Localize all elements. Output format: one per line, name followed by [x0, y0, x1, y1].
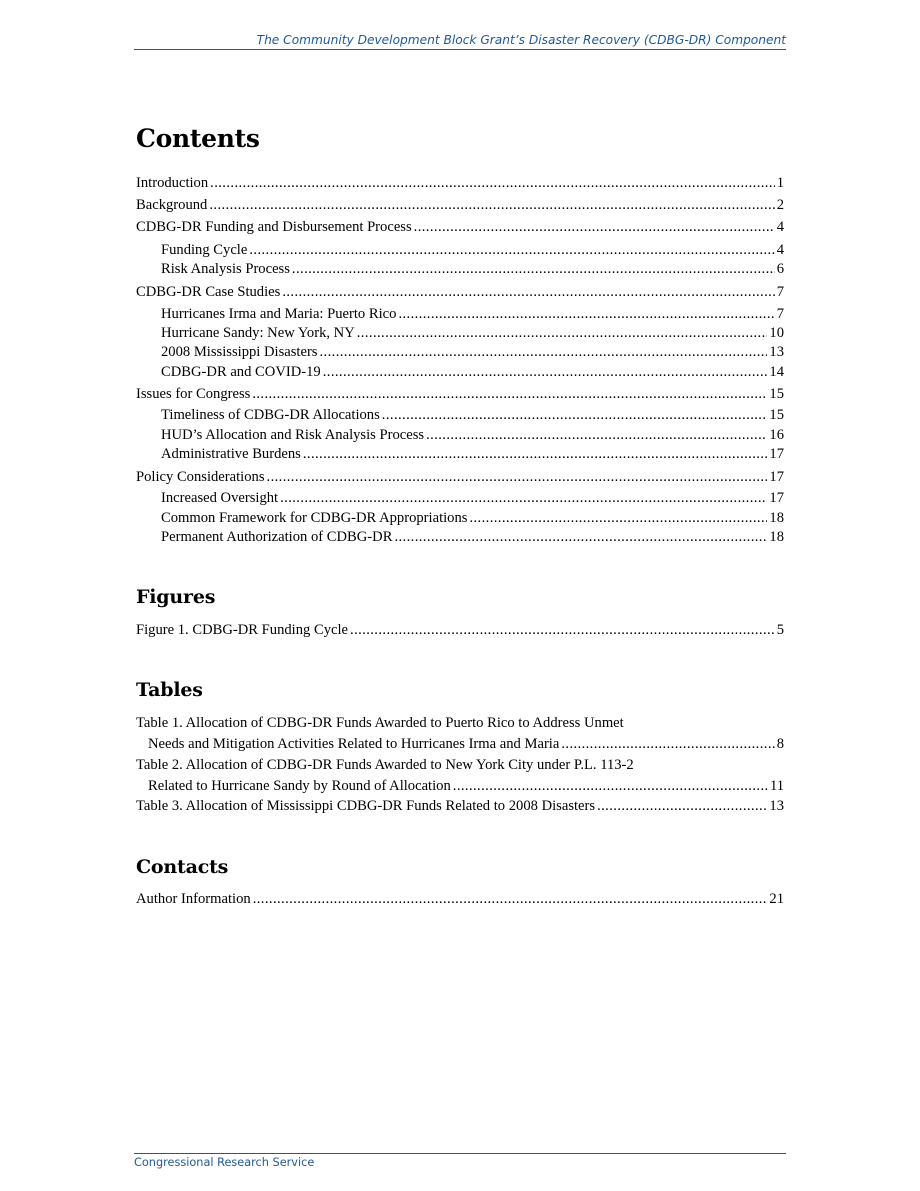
page-footer: Congressional Research Service	[134, 1153, 786, 1169]
toc-entry-label: Introduction	[136, 175, 209, 191]
toc-entry-table-2[interactable]	[136, 755, 784, 797]
toc-entry[interactable]	[136, 344, 784, 361]
toc-entry-label: Issues for Congress	[136, 386, 251, 402]
toc-entry-page: 10	[769, 325, 784, 341]
dot-leader	[267, 469, 768, 486]
dot-leader	[561, 734, 774, 755]
toc-entry-page: 13	[769, 344, 784, 360]
dot-leader	[209, 197, 774, 214]
toc-entry[interactable]	[136, 490, 784, 507]
toc-entry-page: 15	[769, 407, 784, 423]
toc-entry-label: CDBG-DR Case Studies	[136, 284, 281, 300]
toc-entry-page: 5	[776, 622, 784, 638]
toc-entry[interactable]	[136, 510, 784, 527]
toc-entry-label: Author Information	[136, 891, 251, 907]
toc-entry[interactable]	[136, 306, 784, 323]
toc-entry[interactable]	[136, 261, 784, 278]
toc-entry-page: 6	[776, 261, 784, 277]
toc-entry-label: Administrative Burdens	[161, 446, 301, 462]
toc-entry-page: 17	[769, 490, 784, 506]
dot-leader	[398, 306, 774, 323]
running-header: The Community Development Block Grant’s Disaster Recovery (CDBG-DR) Component	[134, 33, 786, 50]
toc-entry-page: 18	[769, 510, 784, 526]
dot-leader	[597, 798, 767, 815]
toc-entry-label: Policy Considerations	[136, 469, 265, 485]
toc-entry[interactable]	[136, 446, 784, 463]
toc-entry-label-line2: Needs and Mitigation Activities Related to Hurricanes Irma and Maria	[148, 736, 560, 752]
toc-entry-figure-1[interactable]	[136, 622, 784, 639]
toc-entry-label: Permanent Authorization of CDBG-DR	[161, 529, 393, 545]
toc-entry-label: Funding Cycle	[161, 242, 248, 258]
toc-entry-label: Hurricanes Irma and Maria: Puerto Rico	[161, 306, 397, 322]
dot-leader	[282, 284, 774, 301]
toc-entry-author-information[interactable]	[136, 891, 784, 908]
dot-leader	[453, 776, 768, 797]
dot-leader	[210, 175, 775, 192]
toc-entry[interactable]	[136, 427, 784, 444]
dot-leader	[357, 325, 768, 342]
tables-heading: Tables	[136, 679, 203, 701]
toc-entry-label: CDBG-DR and COVID-19	[161, 364, 321, 380]
toc-entry-page: 13	[769, 798, 784, 814]
dot-leader	[469, 510, 767, 527]
toc-entry-label: Timeliness of CDBG-DR Allocations	[161, 407, 380, 423]
toc-entry-page: 7	[776, 306, 784, 322]
toc-entry-page: 18	[769, 529, 784, 545]
toc-entry[interactable]	[136, 197, 784, 214]
toc-entry-page: 7	[776, 284, 784, 300]
dot-leader	[280, 490, 767, 507]
dot-leader	[252, 386, 767, 403]
toc-entry-label-line1: Table 1. Allocation of CDBG-DR Funds Awarded to Puerto Rico to Address Unmet	[136, 715, 624, 731]
toc-entry[interactable]	[136, 469, 784, 486]
toc-entry-label: HUD’s Allocation and Risk Analysis Process	[161, 427, 425, 443]
dot-leader	[350, 622, 775, 639]
toc-entry-page: 17	[769, 446, 784, 462]
toc-entry-label: Hurricane Sandy: New York, NY	[161, 325, 355, 341]
toc-entry-label: Common Framework for CDBG-DR Appropriations	[161, 510, 468, 526]
toc-entry-page: 8	[776, 736, 784, 752]
toc-entry-label: Figure 1. CDBG-DR Funding Cycle	[136, 622, 349, 638]
toc-entry[interactable]	[136, 175, 784, 192]
dot-leader	[426, 427, 767, 444]
toc-entry[interactable]	[136, 386, 784, 403]
toc-entry-page: 1	[776, 175, 784, 191]
figures-heading: Figures	[136, 586, 216, 608]
toc-entry-page: 15	[769, 386, 784, 402]
dot-leader	[292, 261, 775, 278]
toc-entry-page: 4	[776, 219, 784, 235]
dot-leader	[303, 446, 768, 463]
dot-leader	[249, 242, 774, 259]
dot-leader	[320, 344, 768, 361]
toc-entry-page: 16	[769, 427, 784, 443]
contacts-heading: Contacts	[136, 856, 229, 878]
dot-leader	[382, 407, 768, 424]
toc-entry-label-line1: Table 2. Allocation of CDBG-DR Funds Awarded to New York City under P.L. 113-2	[136, 757, 634, 773]
toc-entry-label-line2: Related to Hurricane Sandy by Round of Allocation	[148, 778, 451, 794]
contents-heading: Contents	[136, 124, 260, 153]
dot-leader	[323, 364, 768, 381]
toc-entry-page: 4	[776, 242, 784, 258]
toc-entry[interactable]	[136, 364, 784, 381]
toc-entry-label: Background	[136, 197, 208, 213]
toc-entry[interactable]	[136, 407, 784, 424]
dot-leader	[394, 529, 767, 546]
toc-entry-label: Table 3. Allocation of Mississippi CDBG-DR Funds Related to 2008 Disasters	[136, 798, 596, 814]
toc-entry-table-3[interactable]	[136, 798, 784, 815]
toc-entry-label: CDBG-DR Funding and Disbursement Process	[136, 219, 412, 235]
toc-entry[interactable]	[136, 219, 784, 236]
toc-entry-page: 14	[769, 364, 784, 380]
toc-entry[interactable]	[136, 242, 784, 259]
toc-entry-page: 21	[769, 891, 784, 907]
toc-entry[interactable]	[136, 284, 784, 301]
toc-entry-page: 17	[769, 469, 784, 485]
toc-entry-table-1[interactable]	[136, 713, 784, 755]
toc-entry-page: 2	[776, 197, 784, 213]
toc-entry[interactable]	[136, 529, 784, 546]
toc-entry-label: 2008 Mississippi Disasters	[161, 344, 318, 360]
toc-entry-page: 11	[769, 778, 784, 794]
dot-leader	[414, 219, 775, 236]
dot-leader	[253, 891, 768, 908]
toc-entry[interactable]	[136, 325, 784, 342]
toc-entry-label: Increased Oversight	[161, 490, 279, 506]
toc-entry-label: Risk Analysis Process	[161, 261, 290, 277]
